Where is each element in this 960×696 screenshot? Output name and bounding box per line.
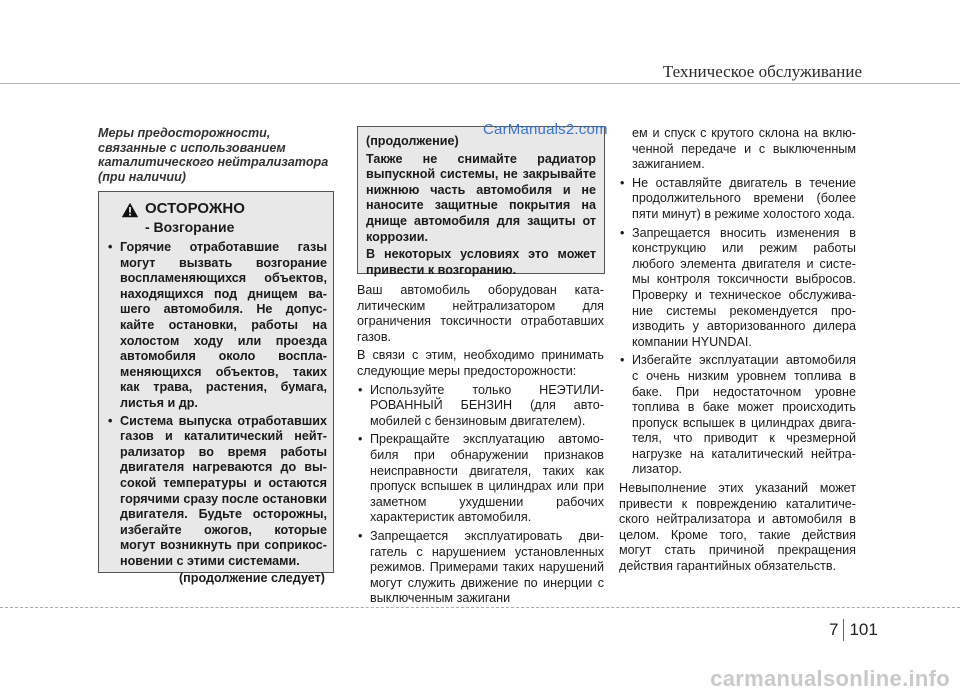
list-item: • Запрещается эксплуатировать двигатель с нарушением установленных режимов. Примерами таких нарушений могут служить движение по инерции с выключенным зажигани [357, 529, 604, 607]
chapter-number: 7 [829, 620, 839, 639]
warning-box [98, 191, 334, 586]
section-title: Меры предосторожности, связанные с использованием каталитического нейтрализатора (при наличии) [98, 126, 329, 185]
page-number-divider [843, 619, 844, 641]
warning-title: ОСТОРОЖНО [145, 200, 245, 217]
page-number [829, 619, 878, 641]
continuation-box [357, 126, 605, 277]
page-number-value: 101 [849, 620, 878, 639]
warning-item: • Горячие отработавшие газы могут вызвать возгорание воспламеняющихся объектов, находящихся под днищем вашего автомобиля. Не допускайте остановки, работы на холостом ходу или проезда автомобиля около воспламеняющихся объектов, таких как трава, растения, бумага, листья и др. [107, 240, 327, 412]
page-header-title: Техническое обслуживание [662, 62, 862, 81]
precautions-list [619, 176, 856, 478]
body-paragraph: В связи с этим, необходимо принимать следующие меры предосторожности: [357, 348, 604, 378]
watermark-link[interactable]: CarManuals2.com [483, 121, 608, 138]
continuation-heading: (продолжение) [366, 134, 459, 148]
precautions-list [357, 383, 604, 607]
warning-item: • Система выпуска отработавших газов и каталитический нейтрализатор во время работы двигателя нагреваются до высокой температуры и остаются горячими сразу после остановки двигателя. Будьте осторожны, избегайте ожогов, которые могут возникнуть при соприкосновении с этими системами. [107, 414, 327, 570]
warning-subtitle: - Возгорание [145, 219, 235, 235]
footer-rule [0, 607, 960, 608]
list-item: • Запрещается вносить изменения в конструкцию или режим работы любого элемента двигателя и системы контроля токсичности выбросов. Проверку и техническое обслуживание системы рекомендуется производить у авторизованного дилера компании HYUNDAI. [619, 226, 856, 351]
body-paragraph: Невыполнение этих указаний может привести к повреждению каталитического нейтрализатора и автомобиля в целом. Кроме того, такие действия могут стать причиной прекращения действия гарантийных обязательств. [619, 481, 856, 574]
warning-header [107, 200, 327, 218]
continuation-paragraph: В некоторых условиях это может привести к возгоранию. [366, 247, 596, 277]
site-watermark: carmanualsonline.info [710, 666, 950, 691]
list-item: • Используйте только НЕЭТИЛИРОВАННЫЙ БЕНЗИН (для автомобилей с бензиновым двигателем). [357, 383, 604, 430]
header-rule [0, 83, 960, 84]
middle-column [357, 283, 604, 610]
body-paragraph: Ваш автомобиль оборудован каталитическим нейтрализатором для ограничения токсичности отработавших газов. [357, 283, 604, 344]
right-column [619, 126, 856, 575]
warning-triangle-icon [121, 202, 139, 218]
continued-note: (продолжение следует) [178, 571, 325, 586]
list-item: • Не оставляйте двигатель в течение продолжительного времени (более пяти минут) в режиме холостого хода. [619, 176, 856, 223]
continuation-paragraph: Также не снимайте радиатор выпускной системы, не закрывайте нижнюю часть автомобиля и не наносите защитные покрытия на днище автомобиля для защиты от коррозии. [366, 151, 596, 244]
continued-text: ем и спуск с крутого склона на включенной передаче и с выключенным зажиганием. [632, 126, 856, 172]
list-item: • Избегайте эксплуатации автомобиля с очень низким уровнем топлива в баке. При недостаточном уровне топлива в баке может происходить пропуск вспышек в цилиндрах двигателя, что приводит к чрезмерной нагрузке на каталитический нейтрализатор. [619, 353, 856, 478]
list-item: • Прекращайте эксплуатацию автомобиля при обнаружении признаков неисправности двигателя, таких как пропуск вспышек в цилиндрах или при заметном ухудшении рабочих характеристик автомобиля. [357, 432, 604, 526]
warning-list [107, 240, 327, 569]
